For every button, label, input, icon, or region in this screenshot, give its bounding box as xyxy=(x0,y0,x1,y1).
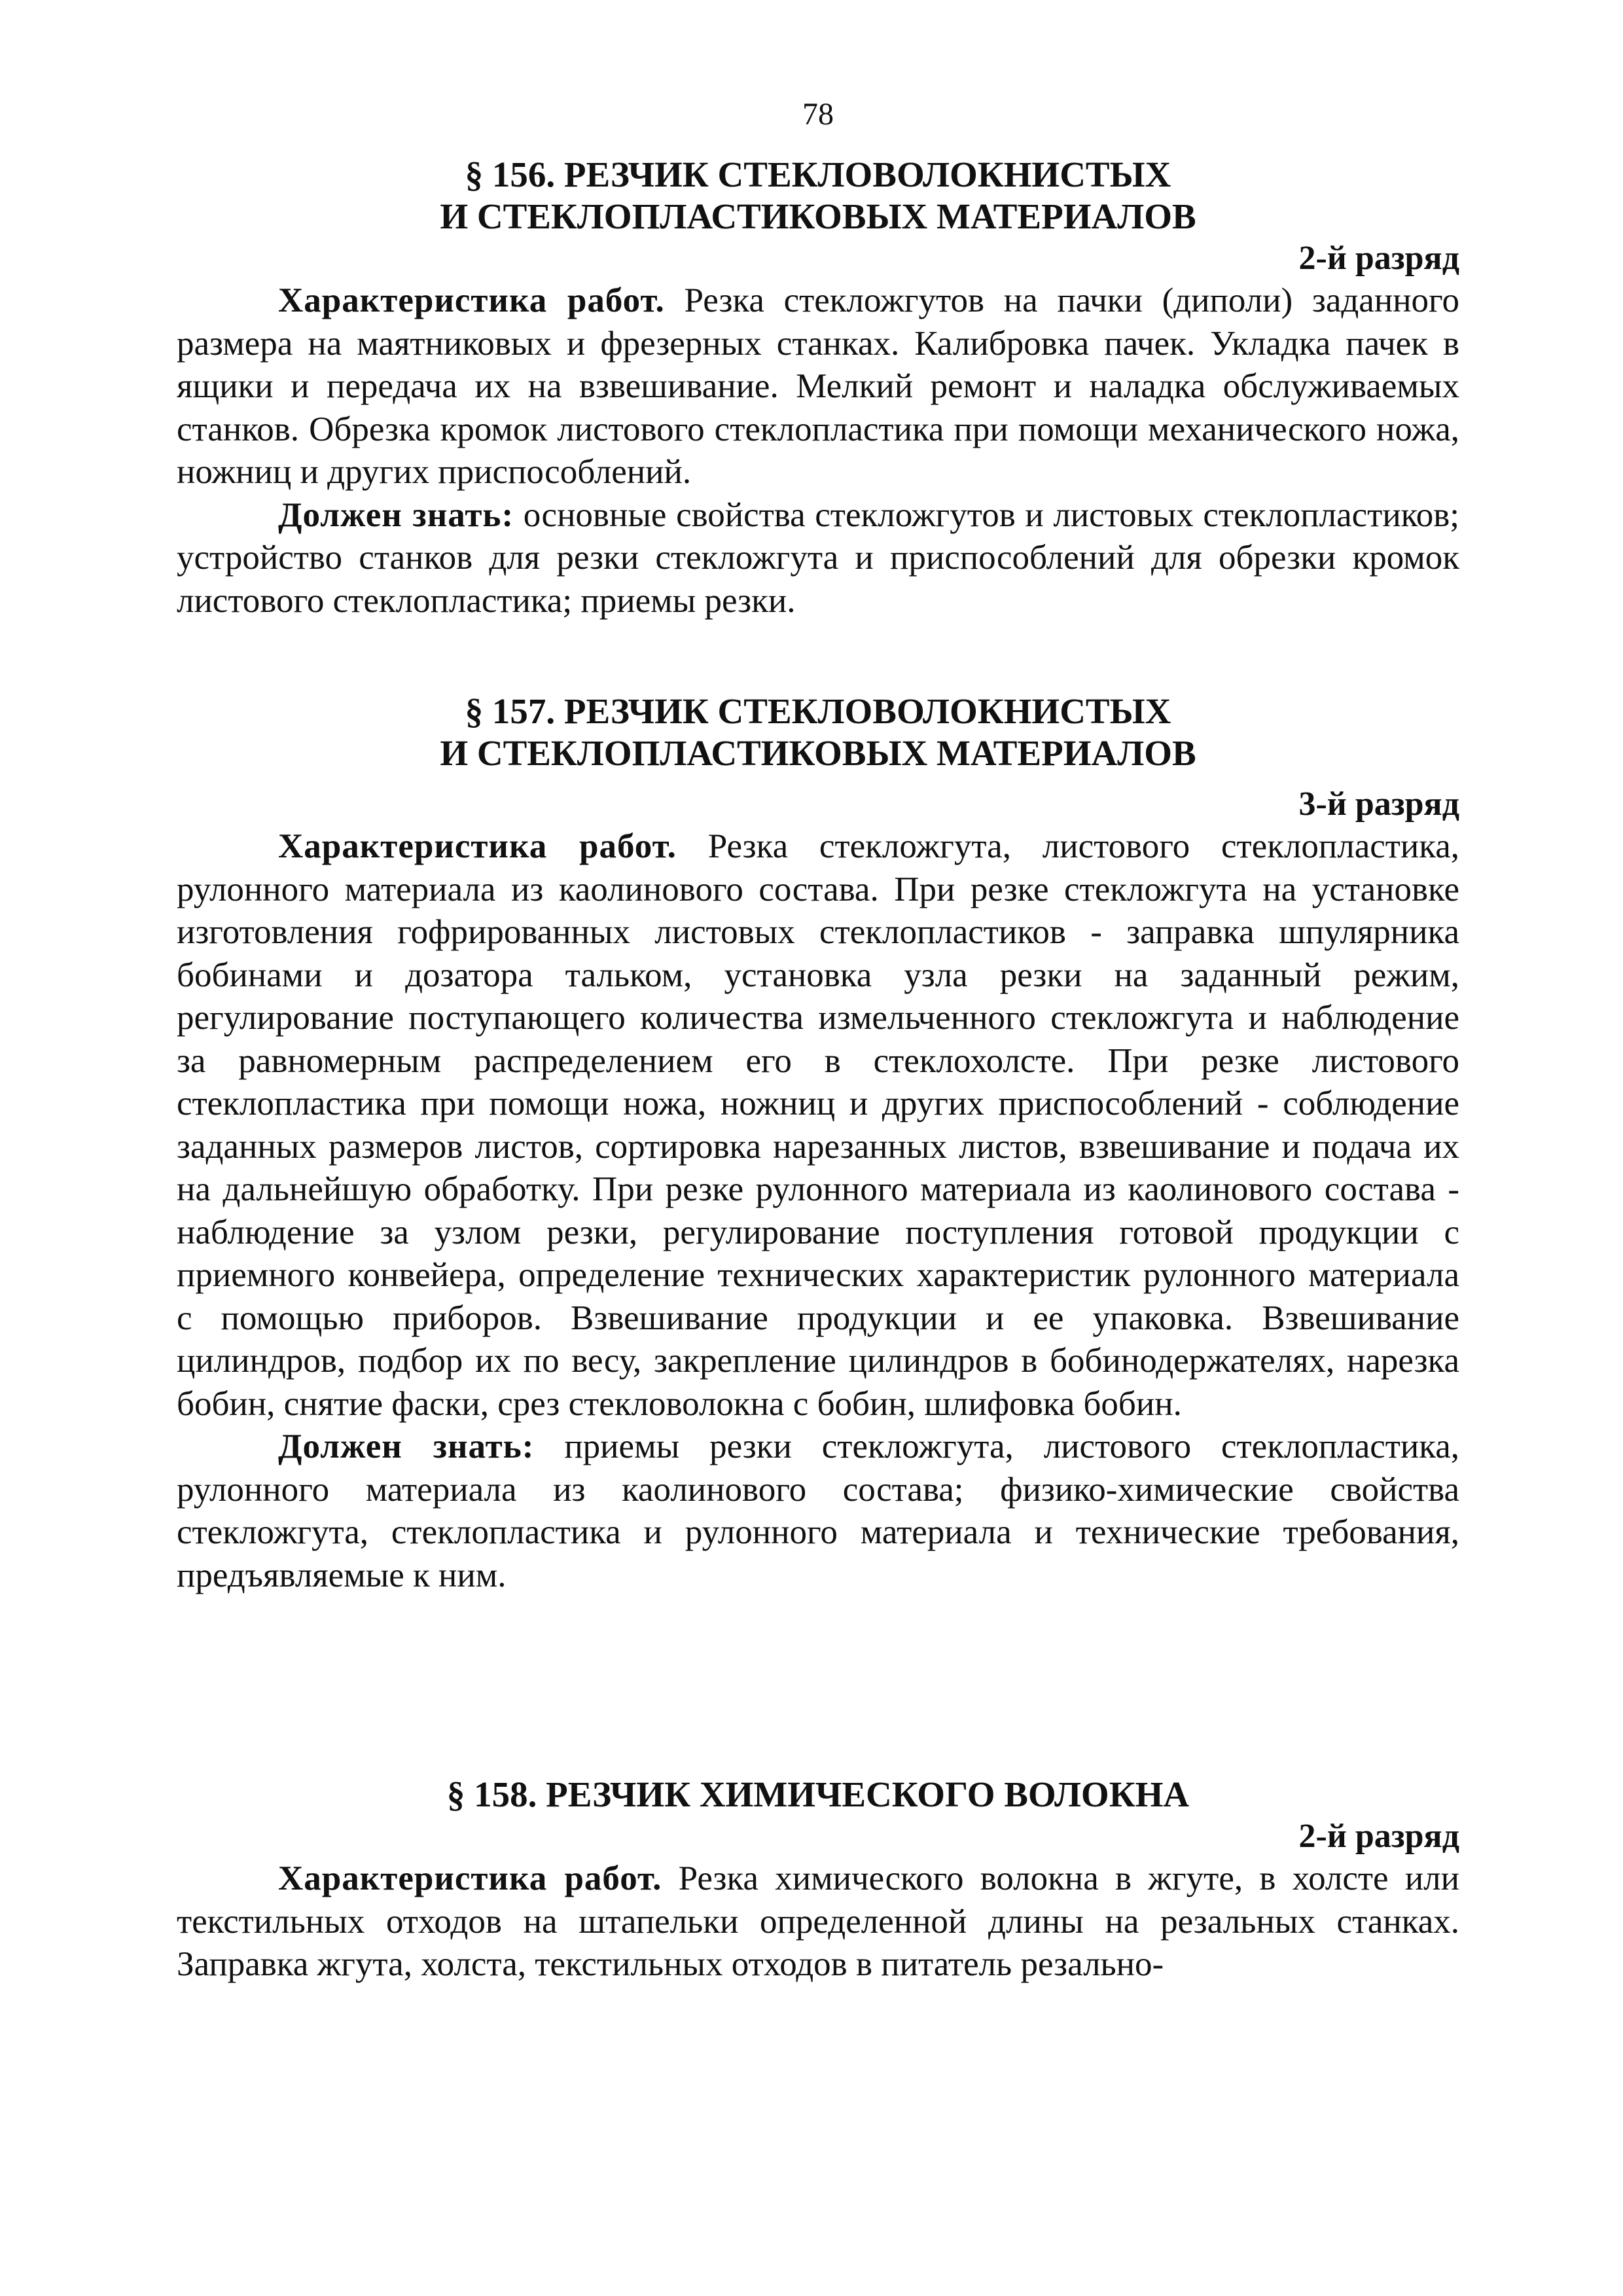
section-157 xyxy=(177,691,1459,1597)
section-title-line: § 158. РЕЗЧИК ХИМИЧЕСКОГО ВОЛОКНА xyxy=(446,1774,1190,1814)
section-title xyxy=(177,1774,1459,1816)
section-title-line: § 156. РЕЗЧИК СТЕКЛОВОЛОКНИСТЫХ xyxy=(465,154,1171,194)
section-158 xyxy=(177,1774,1459,1986)
work-characteristics xyxy=(177,279,1459,494)
required-knowledge-text: основные свойства стекложгутов и листовых стеклопластиков; устройство станков для резки стекложгута и приспособлений для обрезки кромок листового стеклопластика; приемы резки. xyxy=(177,495,1459,620)
grade-label: 3-й разряд xyxy=(1298,785,1459,823)
work-characteristics-text: Резка химического волокна в жгуте, в холсте или текстильных отходов на штапельки определенной длины на резальных станках. Заправка жгута, холста, текстильных отходов в питатель резально- xyxy=(177,1859,1459,1983)
section-title-line: И СТЕКЛОПЛАСТИКОВЫХ МАТЕРИАЛОВ xyxy=(440,733,1196,773)
work-characteristics-text: Резка стекложгута, листового стеклопластика, рулонного материала из каолинового состава. При резке стекложгута на установке изготовления гофрированных листовых стеклопластиков - заправка шпулярника бобинами и дозатора тальком, установка узла резки на заданный режим, регулирование поступающего количества измельченного стекложгута и наблюдение за равномерным распределением его в стеклохолсте. При резке листового стеклопластика при помощи ножа, ножниц и других приспособлений - соблюдение заданных размеров листов, сортировка нарезанных листов, взвешивание и подача их на дальнейшую обработку. При резке рулонного материала из каолинового состава - наблюдение за узлом резки, регулирование поступления готовой продукции с приемного конвейера, определение технических характеристик рулонного материала с помощью приборов. Взвешивание продукции и ее упаковка. Взвешивание цилиндров, подбор их по весу, закрепление цилиндров в бобинодержателях, нарезка бобин, снятие фаски, срез стекловолокна с бобин, шлифовка бобин. xyxy=(177,827,1459,1423)
required-knowledge xyxy=(177,494,1459,623)
work-characteristics xyxy=(177,825,1459,1426)
required-knowledge-text: приемы резки стекложгута, листового стеклопластика, рулонного материала из каолинового состава; физико-химические свойства стекложгута, стеклопластика и рулонного материала и технические требования, предъявляемые к ним. xyxy=(177,1427,1460,1594)
section-title xyxy=(177,154,1459,238)
required-knowledge-label: Должен знать: xyxy=(278,1427,535,1465)
work-characteristics-label: Характеристика работ. xyxy=(278,1859,662,1897)
section-title-line: § 157. РЕЗЧИК СТЕКЛОВОЛОКНИСТЫХ xyxy=(465,691,1171,731)
required-knowledge xyxy=(177,1426,1459,1597)
grade-label: 2-й разряд xyxy=(1298,1818,1459,1855)
work-characteristics xyxy=(177,1857,1459,1986)
page-number: 78 xyxy=(802,97,834,132)
required-knowledge-label: Должен знать: xyxy=(278,495,514,534)
work-characteristics-label: Характеристика работ. xyxy=(278,827,677,865)
section-title xyxy=(177,691,1459,774)
work-characteristics-label: Характеристика работ. xyxy=(278,281,665,319)
section-title-line: И СТЕКЛОПЛАСТИКОВЫХ МАТЕРИАЛОВ xyxy=(440,196,1196,236)
work-characteristics-text: Резка стекложгутов на пачки (диполи) заданного размера на маятниковых и фрезерных станках. Калибровка пачек. Укладка пачек в ящики и передача их на взвешивание. Мелкий ремонт и наладка обслуживаемых станков. Обрезка кромок листового стеклопластика при помощи механического ножа, ножниц и других приспособлений. xyxy=(177,281,1459,491)
section-156 xyxy=(177,154,1459,622)
grade-label: 2-й разряд xyxy=(1298,240,1459,277)
